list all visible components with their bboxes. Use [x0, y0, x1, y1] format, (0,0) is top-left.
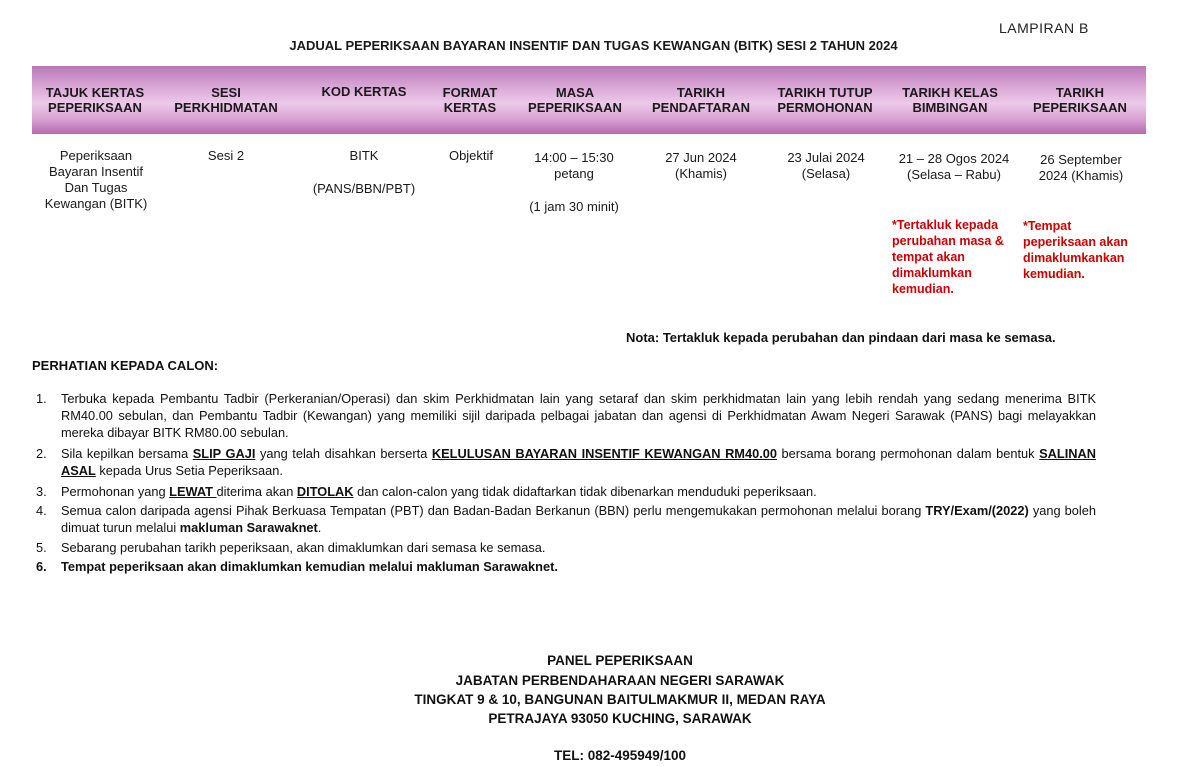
list-text [61, 445, 1096, 479]
footer-department: JABATAN PERBENDAHARAAN NEGERI SARAWAK [455, 673, 785, 688]
text-span: kepada Urus Setia Peperiksaan. [95, 463, 283, 478]
header-pendaftaran: TARIKH PENDAFTARAN [652, 85, 750, 115]
list-item [36, 483, 1096, 500]
footer-phone: TEL: 082-495949/100 [553, 748, 687, 763]
header-tajuk: TAJUK KERTAS PEPERIKSAAN [45, 85, 145, 115]
header-sesi: SESI PERKHIDMATAN [174, 85, 278, 115]
list-number: 4. [36, 503, 47, 518]
text-span: dan calon-calon yang tidak didaftarkan tidak dibenarkan menduduki peperiksaan. [353, 484, 817, 499]
emphasis-slip-gaji: SLIP GAJI [192, 446, 256, 461]
list-number: 1. [36, 391, 47, 406]
footer-panel: PANEL PEPERIKSAAN [547, 653, 693, 668]
emphasis-salinan-asal: SALINAN ASAL [61, 446, 1097, 478]
cell-peperiksaan-note: *Tempat peperiksaan akan dimaklumkankan kemudian. [1023, 219, 1128, 281]
list-item [36, 539, 1096, 556]
emphasis-sarawaknet: makluman Sarawaknet [179, 520, 318, 535]
text-span: bersama borang permohonan dalam bentuk [777, 446, 1040, 461]
header-kod: KOD KERTAS [321, 84, 407, 99]
notice-heading: PERHATIAN KEPADA CALON: [32, 358, 219, 373]
header-kelas: TARIKH KELAS BIMBINGAN [902, 85, 998, 115]
list-number: 3. [36, 484, 47, 499]
cell-format: Objektif [448, 148, 494, 163]
header-format: FORMAT KERTAS [442, 85, 498, 115]
footer-building: TINGKAT 9 & 10, BANGUNAN BAITULMAKMUR II, MEDAN RAYA [414, 692, 826, 707]
cell-pendaftaran: 27 Jun 2024 (Khamis) [665, 150, 737, 181]
cell-tutup: 23 Julai 2024 (Selasa) [787, 150, 865, 181]
text-span: . [317, 520, 322, 535]
list-text: Sebarang perubahan tarikh peperiksaan, akan dimaklumkan dari semasa ke semasa. [61, 540, 546, 555]
header-masa: MASA PEPERIKSAAN [528, 85, 622, 115]
text-span: Sila kepilkan bersama [61, 446, 193, 461]
cell-kelas: 21 – 28 Ogos 2024 (Selasa – Rabu) [898, 151, 1010, 182]
table-note: Nota: Tertakluk kepada perubahan dan pindaan dari masa ke semasa. [626, 330, 1056, 345]
header-peperiksaan: TARIKH PEPERIKSAAN [1033, 85, 1127, 115]
table-header [32, 66, 1146, 134]
list-number: 5. [36, 540, 47, 555]
document-title: JADUAL PEPERIKSAAN BAYARAN INSENTIF DAN TUGAS KEWANGAN (BITK) SESI 2 TAHUN 2024 [289, 38, 898, 53]
cell-sesi: Sesi 2 [207, 148, 245, 163]
text-span: yang telah disahkan berserta [255, 446, 432, 461]
emphasis-lewat: LEWAT [169, 484, 217, 499]
cell-peperiksaan: 26 September 2024 (Khamis) [1038, 152, 1124, 183]
footer-city: PETRAJAYA 93050 KUCHING, SARAWAK [488, 711, 752, 726]
list-item [36, 502, 1096, 536]
text-span: diterima akan [216, 484, 297, 499]
list-text [61, 483, 1096, 500]
list-item [36, 390, 1096, 441]
header-tutup: TARIKH TUTUP PERMOHONAN [777, 85, 873, 115]
list-item [36, 558, 1096, 575]
cell-masa-sub: (1 jam 30 minit) [529, 199, 619, 214]
list-number: 6. [36, 559, 47, 574]
list-text [61, 502, 1096, 536]
list-text: Terbuka kepada Pembantu Tadbir (Perkeranian/Operasi) dan skim Perkhidmatan lain yang setaraf dan skim perkhidmatan lain yang lebih rendah yang sedang menerima BITK RM40.00 sebulan, dan Pembantu Tadbir (Kewangan) yang memiliki sijil daripada pelbagai jabatan dan agensi di Perkhidmatan Awam Negeri Sarawak (PANS) bagi melayakkan mereka dibayar BITK RM80.00 sebulan. [61, 391, 1096, 440]
text-span: Permohonan yang [61, 484, 170, 499]
cell-kelas-note: *Tertakluk kepada perubahan masa & tempat akan dimaklumkan kemudian. [892, 218, 1004, 296]
emphasis-kelulusan: KELULUSAN BAYARAN INSENTIF KEWANGAN RM40.00 [431, 446, 777, 461]
list-item [36, 445, 1096, 479]
list-text: Tempat peperiksaan akan dimaklumkan kemudian melalui makluman Sarawaknet. [61, 559, 558, 574]
text-span: yang boleh dimuat turun melalui [61, 503, 1096, 535]
cell-tajuk: Peperiksaan Bayaran Insentif Dan Tugas Kewangan (BITK) [44, 148, 148, 211]
emphasis-ditolak: DITOLAK [296, 484, 354, 499]
cell-kod-sub: (PANS/BBN/PBT) [312, 181, 416, 196]
emphasis-form-code: TRY/Exam/(2022) [925, 503, 1029, 518]
list-number: 2. [36, 446, 47, 461]
cell-masa: 14:00 – 15:30 petang [534, 150, 614, 181]
cell-kod: BITK [349, 148, 379, 163]
appendix-label: LAMPIRAN B [999, 20, 1089, 36]
text-span: Semua calon daripada agensi Pihak Berkuasa Tempatan (PBT) dan Badan-Badan Berkanun (BBN) perlu mengemukakan permohonan melalui borang [61, 503, 926, 518]
